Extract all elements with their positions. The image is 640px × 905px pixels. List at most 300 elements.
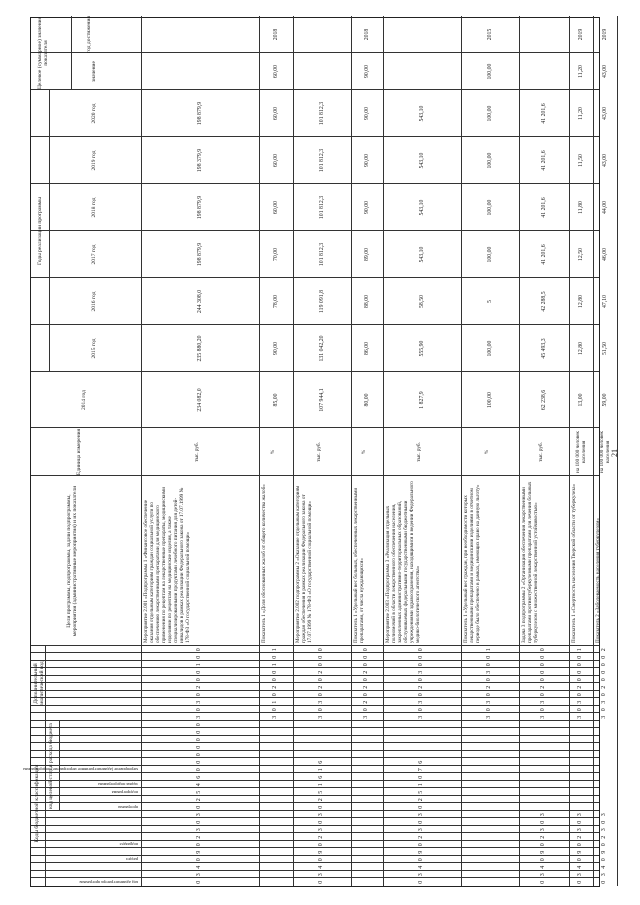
row-year-value: 43,00: [602, 153, 608, 168]
row-description: Задача 3 подпрограммы 2 «Организация обеспечения лекарственными препаратами противотуберкулезными препаратами для лечения больных туберкулезом с множественной лекарственной устойчивостью»: [521, 481, 539, 643]
column-rule: [31, 371, 599, 372]
header-rule: [49, 90, 50, 372]
column-rule: [31, 743, 599, 744]
dop-digit: 0: [196, 678, 202, 682]
row-rule: [519, 16, 520, 886]
code-digit: 3: [318, 873, 324, 877]
dop-digit: 0: [196, 693, 202, 697]
column-rule: [31, 803, 599, 804]
dop-digit: 2: [363, 700, 369, 704]
row-unit: на 100 000 человек населения: [575, 431, 587, 473]
dop-digit: 1: [272, 700, 278, 704]
dop-digit: 3: [601, 700, 607, 704]
year-header: 2018 год: [91, 197, 97, 218]
column-rule: [31, 52, 599, 53]
row-year-value: 131 042,20: [319, 335, 325, 362]
code-digit: 0: [540, 820, 546, 824]
code-digit: 3: [318, 828, 324, 832]
code-digit: 3: [318, 813, 324, 817]
row-description: Показатель 2 «Заболеваемость населения туберкулезом»: [595, 517, 601, 643]
dop-digit: 3: [272, 715, 278, 719]
dop-digit: 3: [540, 700, 546, 704]
code-digit: 3: [577, 813, 583, 817]
dop-digit: 3: [486, 670, 492, 674]
code-digit: 5: [196, 790, 202, 794]
code-digit: 0: [196, 880, 202, 884]
code-digit: 3: [196, 873, 202, 877]
dop-digit: 0: [486, 678, 492, 682]
column-rule: [31, 660, 599, 661]
code-digit: 5: [318, 790, 324, 794]
column-rule: [31, 475, 599, 476]
dop-digit: 0: [486, 693, 492, 697]
row-target-value: 100,00: [487, 63, 493, 80]
dop-digit: 0: [196, 655, 202, 659]
row-year-value: 11,80: [578, 201, 584, 214]
row-description: Мероприятие 2.002 подпрограммы 2 «Оказание отдельным категориям граждан обеспечения в рамках реализации Федерального закона от 17.07.1999 № 178-ФЗ «О государственной социальной помощи»: [295, 485, 313, 643]
column-rule: [31, 427, 599, 428]
unit-column-header: Единица измерения: [76, 428, 82, 476]
column-rule: [31, 750, 599, 751]
row-unit: тыс. руб.: [194, 442, 200, 462]
column-rule: [31, 765, 599, 766]
row-base-value: 85,00: [273, 393, 279, 407]
code-digit: 2: [418, 798, 424, 802]
code-digit: 4: [318, 865, 324, 869]
row-target-year: 2018: [273, 28, 279, 41]
dop-digit: 2: [577, 685, 583, 689]
dop-digit: 0: [601, 708, 607, 712]
row-base-value: 1 827,9: [419, 391, 425, 409]
column-rule: [31, 788, 599, 789]
target-value-header: значение: [91, 61, 97, 82]
header-rule: [141, 16, 142, 886]
base-year-header: 2014 год: [81, 390, 87, 410]
row-rule: [617, 16, 618, 886]
row-rule: [293, 16, 294, 886]
dop-digit: 3: [486, 715, 492, 719]
column-rule: [31, 230, 599, 231]
code-digit: 0: [577, 858, 583, 862]
code-digit: 4: [540, 865, 546, 869]
column-rule: [31, 810, 599, 811]
row-year-value: 41 201,6: [541, 244, 547, 265]
dop-digit: 0: [577, 670, 583, 674]
row-rule: [593, 16, 594, 886]
dop-digit: 3: [540, 715, 546, 719]
dop-digit: 1: [272, 648, 278, 652]
column-rule: [31, 825, 599, 826]
dop-digit: 0: [540, 708, 546, 712]
code-column-label: мероприятие (административное мероприятие) подпрограммы: [23, 767, 138, 773]
row-target-value: 11,20: [578, 65, 584, 78]
row-year-value: 47,10: [602, 294, 608, 309]
row-rule: [461, 16, 462, 886]
row-year-value: 101 812,3: [319, 148, 325, 173]
dop-digit: 3: [196, 700, 202, 704]
dop-digit: 0: [601, 678, 607, 682]
dop-digit: 0: [540, 670, 546, 674]
row-year-value: 70,00: [273, 247, 279, 262]
dop-digit: 2: [318, 685, 324, 689]
dop-digit: 1: [577, 648, 583, 652]
dop-digit: 2: [486, 685, 492, 689]
header-rule: [59, 721, 60, 811]
dop-digit: 0: [486, 655, 492, 659]
code-digit: 3: [577, 873, 583, 877]
dop-digit: 2: [540, 685, 546, 689]
code-digit: 3: [540, 813, 546, 817]
code-digit: 3: [418, 873, 424, 877]
code-column-label: подпрограмма: [111, 790, 138, 795]
code-digit: 2: [318, 835, 324, 839]
dop-digit: 0: [363, 693, 369, 697]
code-column-label: программа: [118, 805, 138, 810]
code-digit: 4: [418, 865, 424, 869]
row-year-value: 51,50: [602, 341, 608, 356]
row-year-value: 198 879,9: [197, 101, 203, 126]
row-rule: [383, 16, 384, 886]
row-target-year: 2018: [364, 28, 370, 41]
code-digit: 0: [196, 843, 202, 847]
dop-digit: 0: [363, 708, 369, 712]
row-year-value: 41 201,6: [541, 197, 547, 218]
dop-digit: 0: [540, 678, 546, 682]
row-year-value: 543,10: [419, 199, 425, 216]
row-year-value: 60,00: [273, 200, 279, 215]
row-year-value: 58,50: [419, 294, 425, 309]
row-year-value: 198 879,9: [197, 242, 203, 267]
dop-digit: 2: [363, 685, 369, 689]
dop-digit: 3: [486, 700, 492, 704]
code-digit: 9: [540, 850, 546, 854]
dop-digit: 0: [577, 708, 583, 712]
row-year-value: 45 493,3: [541, 338, 547, 359]
code-digit: 9: [318, 850, 324, 854]
row-year-value: 543,10: [419, 105, 425, 122]
row-rule: [569, 16, 570, 886]
code-digit: 3: [540, 828, 546, 832]
dop-digit: 0: [272, 670, 278, 674]
dop-digit: 0: [272, 708, 278, 712]
code-digit: 3: [418, 828, 424, 832]
dop-digit: 0: [418, 655, 424, 659]
code-digit: 0: [418, 775, 424, 779]
dop-digit: 0: [486, 663, 492, 667]
row-year-value: 119 091,8: [319, 290, 325, 313]
year-header: 2020 год: [91, 103, 97, 124]
code-column-label: задача подпрограммы: [98, 782, 138, 788]
row-base-value: 62 238,6: [541, 389, 547, 411]
code-digit: 3: [601, 813, 607, 817]
year-header: 2016 год: [91, 291, 97, 312]
row-year-value: 543,10: [419, 246, 425, 263]
code-digit: 0: [577, 843, 583, 847]
code-digit: 0: [318, 805, 324, 809]
code-digit: 0: [196, 805, 202, 809]
column-rule: [31, 690, 599, 691]
code-digit: 0: [318, 820, 324, 824]
row-unit: тыс. руб.: [316, 442, 322, 462]
dop-digit: 3: [577, 700, 583, 704]
dop-digit: 0: [540, 693, 546, 697]
row-year-value: 198 379,9: [197, 148, 203, 173]
row-year-value: 12,50: [578, 247, 584, 262]
dop-digit: 0: [196, 670, 202, 674]
code-digit: 3: [196, 828, 202, 832]
dop-digit: 0: [418, 678, 424, 682]
code-digit: 3: [418, 813, 424, 817]
column-rule: [31, 773, 599, 774]
code-digit: 0: [196, 745, 202, 749]
row-description: Показатель 1 «Удельный вес больных, обеспеченных лекарственными препаратами, от числа нуждающихся»: [353, 487, 365, 643]
row-year-value: 41 201,6: [541, 103, 547, 124]
row-year-value: 101 812,3: [319, 195, 325, 220]
column-rule: [31, 878, 599, 879]
dop-digit: 0: [272, 655, 278, 659]
dop-digit: 0: [272, 693, 278, 697]
code-digit: 2: [318, 798, 324, 802]
column-rule: [31, 136, 599, 137]
row-year-value: 90,00: [364, 106, 370, 121]
column-rule: [31, 324, 599, 325]
dop-digit: 0: [577, 693, 583, 697]
row-unit: %: [270, 449, 276, 455]
code-digit: 9: [577, 850, 583, 854]
dop-digit: 0: [418, 708, 424, 712]
column-rule: [31, 795, 599, 796]
code-digit: 0: [196, 768, 202, 772]
code-digit: 0: [196, 760, 202, 764]
code-digit: 3: [577, 828, 583, 832]
row-year-value: 100,00: [487, 246, 493, 263]
row-year-value: 101 812,3: [319, 242, 325, 267]
dop-digit: 0: [540, 648, 546, 652]
code-digit: 0: [418, 843, 424, 847]
code-digit: 4: [577, 865, 583, 869]
row-year-value: 88,00: [364, 294, 370, 309]
column-rule: [31, 645, 599, 646]
row-unit: тыс. руб.: [416, 442, 422, 462]
code-digit: 6: [196, 775, 202, 779]
header-rule: [71, 16, 72, 90]
dop-digit: 2: [196, 685, 202, 689]
row-year-value: 60,00: [273, 153, 279, 168]
row-description: Мероприятие 2.001 «Подпрограмма 1 «Финансовое обеспечение оказания отдельным категориям граждан социальной услуги по обеспечению лекарственными препаратами для медицинского применения по рецептам на лекарственные препараты, медицинскими изделиями по рецептам на медицинские изделия, а также специализированными продуктами лечебного питания для детей-инвалидов в рамках реализации Федерального закона от 17.07.1999 № 178-ФЗ «О государственной социальной помощи»: [143, 487, 191, 643]
code-digit: 2: [540, 835, 546, 839]
row-year-value: 5: [487, 300, 493, 303]
row-year-value: 89,00: [364, 247, 370, 262]
column-rule: [31, 818, 599, 819]
dop-digit: 3: [601, 715, 607, 719]
row-target-value: 90,00: [364, 64, 370, 79]
code-digit: 4: [601, 865, 607, 869]
column-rule: [31, 780, 599, 781]
column-rule: [31, 183, 599, 184]
dop-digit: 3: [577, 715, 583, 719]
code-digit: 0: [418, 880, 424, 884]
code-digit: 1: [318, 768, 324, 772]
code-digit: 0: [196, 738, 202, 742]
row-description: Показатель 1 «Удельный вес граждан, при необходимости которых лекарственными препаратами и медицинскими изделиями в отчетном периоде было обеспечено в рамках, имеющих право на данную льготу»: [463, 484, 481, 643]
dop-digit: 0: [601, 670, 607, 674]
dop-digit: 0: [318, 693, 324, 697]
years-header: Годы реализации программы: [37, 197, 43, 265]
dop-digit: 1: [272, 663, 278, 667]
column-rule: [31, 675, 599, 676]
row-year-value: 42 288,5: [541, 291, 547, 312]
code-digit: 4: [196, 783, 202, 787]
dop-digit: 3: [418, 715, 424, 719]
column-rule: [31, 758, 599, 759]
code-digit: 0: [540, 858, 546, 862]
code-digit: 3: [601, 828, 607, 832]
column-rule: [31, 870, 599, 871]
code-digit: 0: [318, 843, 324, 847]
dop-digit: 0: [418, 648, 424, 652]
column-rule: [31, 728, 599, 729]
dop-digit: 0: [318, 663, 324, 667]
row-year-value: 100,00: [487, 105, 493, 122]
dop-digit: 0: [577, 663, 583, 667]
code-digit: 0: [318, 858, 324, 862]
dop-digit: 0: [318, 648, 324, 652]
row-year-value: 86,00: [364, 341, 370, 356]
row-year-value: 44,00: [602, 200, 608, 215]
dop-digit: 0: [418, 663, 424, 667]
code-column-label: раздел: [126, 857, 138, 863]
row-target-year: 2019: [578, 28, 584, 41]
dop-digit: 3: [418, 670, 424, 674]
row-year-value: 60,00: [273, 106, 279, 121]
dop-digit: 2: [601, 685, 607, 689]
row-rule: [351, 16, 352, 886]
row-year-value: 12,80: [578, 341, 584, 356]
row-year-value: 11,20: [578, 107, 584, 120]
kbk-header: Коды бюджетной классификации: [34, 764, 40, 843]
page-number: 21: [610, 449, 619, 457]
dop-digit: 1: [196, 663, 202, 667]
row-year-value: 46,00: [602, 247, 608, 262]
row-year-value: 90,00: [364, 200, 370, 215]
dop-digit: 0: [363, 678, 369, 682]
column-rule: [31, 668, 599, 669]
row-rule: [259, 16, 260, 886]
row-target-value: 60,00: [273, 64, 279, 79]
row-year-value: 235 880,20: [197, 335, 203, 362]
column-rule: [31, 735, 599, 736]
dop-digit: 0: [318, 708, 324, 712]
dop-digit: 0: [363, 655, 369, 659]
row-description: Мероприятие 2.003 «Подпрограмма 3 «Реализация отдельных полномочий в области лекарственного обеспечения населения, закрепленных административно-территориальных образований, обслуживаемых федеральными государственными бюджетными учреждениями здравоохранения, находящимися в ведении Федерального медико-биологического агентства»: [385, 481, 421, 643]
code-digit: 0: [601, 880, 607, 884]
dop-digit: 3: [196, 715, 202, 719]
code-digit: 9: [418, 850, 424, 854]
code-digit: 2: [577, 835, 583, 839]
column-rule: [31, 89, 599, 90]
dop-digit: 0: [601, 655, 607, 659]
code-digit: 0: [196, 730, 202, 734]
row-base-value: 80,00: [364, 393, 370, 407]
row-year-value: 43,00: [602, 106, 608, 121]
row-year-value: 100,00: [487, 199, 493, 216]
row-unit: %: [484, 449, 490, 455]
row-base-value: 59,00: [602, 393, 608, 407]
row-year-value: 12,80: [578, 294, 584, 309]
row-target-year: 2015: [487, 28, 493, 41]
code-digit: 0: [601, 858, 607, 862]
code-digit: 0: [577, 880, 583, 884]
row-base-value: 13,00: [578, 393, 584, 407]
code-digit: 0: [418, 805, 424, 809]
dop-digit: 1: [486, 648, 492, 652]
row-year-value: 244 308,0: [197, 289, 203, 314]
dop-digit: 2: [318, 670, 324, 674]
column-rule: [31, 653, 599, 654]
row-base-value: 234 082,0: [197, 388, 203, 412]
dop-digit: 0: [318, 678, 324, 682]
code-digit: 2: [418, 835, 424, 839]
dop-digit: 0: [363, 648, 369, 652]
dop-digit: 0: [540, 663, 546, 667]
column-rule: [31, 705, 599, 706]
target-header: Целевое (суммарное) значение показателя: [37, 16, 50, 90]
code-digit: 3: [601, 873, 607, 877]
code-digit: 3: [540, 873, 546, 877]
column-rule: [31, 863, 599, 864]
column-rule: [31, 848, 599, 849]
code-digit: 0: [540, 843, 546, 847]
goal-column-header: Цели программы, подпрограммы, задачи подпрограммы, мероприятия (административные мероприятия) и их показатели: [66, 485, 79, 637]
row-unit: %: [361, 449, 367, 455]
column-rule: [31, 683, 599, 684]
column-rule: [31, 713, 599, 714]
dop-digit: 0: [540, 655, 546, 659]
code-digit: 6: [318, 760, 324, 764]
row-base-value: 107 944,1: [319, 388, 325, 412]
dop-digit: 0: [363, 663, 369, 667]
code-digit: 0: [577, 820, 583, 824]
code-column-label: подраздел: [119, 842, 138, 848]
code-column-label: код администратора программы: [79, 880, 138, 885]
code-digit: 1: [318, 783, 324, 787]
column-rule: [31, 720, 599, 721]
dop-digit: 2: [601, 648, 607, 652]
row-year-value: 101 812,3: [319, 101, 325, 126]
row-year-value: 90,00: [364, 153, 370, 168]
row-year-value: 90,00: [273, 341, 279, 356]
target-year-header: год достижения: [86, 16, 92, 53]
dop-digit: 0: [196, 708, 202, 712]
code-digit: 1: [418, 783, 424, 787]
row-target-year: 2019: [602, 28, 608, 41]
row-unit: тыс. руб.: [538, 442, 544, 462]
dop-digit: 2: [272, 685, 278, 689]
code-digit: 6: [418, 760, 424, 764]
dop-digit: 0: [418, 693, 424, 697]
header-rule: [45, 721, 46, 886]
row-year-value: 198 879,9: [197, 195, 203, 220]
row-target-value: 43,00: [602, 64, 608, 79]
dop-digit: 0: [601, 663, 607, 667]
dop-code-header: Дополнительный аналитический код: [33, 661, 46, 706]
code-digit: 2: [196, 835, 202, 839]
row-unit: на 100 000 человек населения: [599, 431, 611, 473]
code-digit: 0: [540, 880, 546, 884]
code-digit: 6: [318, 775, 324, 779]
row-year-value: 78,00: [273, 294, 279, 309]
dop-digit: 3: [318, 700, 324, 704]
